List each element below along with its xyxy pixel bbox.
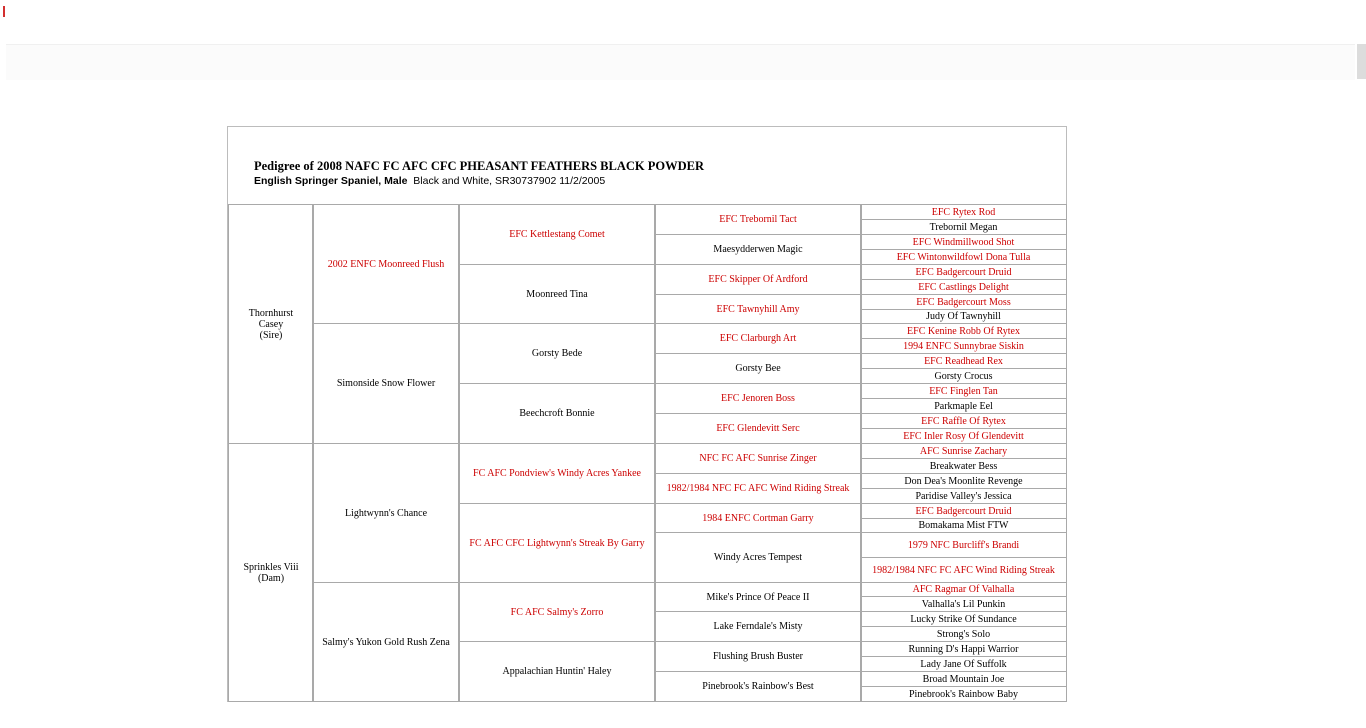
ancestor-gen4-8 [654, 413, 862, 444]
ancestor-gen5-10 [860, 338, 1067, 354]
ancestor-gen5-1 [860, 204, 1067, 220]
color-registration: Black and White, SR30737902 11/2/2005 [413, 175, 606, 187]
ancestor-name: FC AFC CFC Lightwynn's Streak By Garry [469, 537, 645, 549]
ancestor-gen5-14 [860, 398, 1067, 414]
ancestor-gen4-13 [654, 582, 862, 612]
ancestor-name: Broad Mountain Joe [922, 673, 1005, 685]
ancestor-gen5-30 [860, 656, 1067, 672]
ancestor-gen3-7 [458, 582, 656, 642]
pedigree-header [228, 127, 1066, 204]
ancestor-name: EFC Rytex Rod [931, 206, 996, 218]
ancestor-gen5-7 [860, 294, 1067, 310]
ancestor-name: Salmy's Yukon Gold Rush Zena [322, 636, 450, 648]
ancestor-gen4-4 [654, 294, 862, 324]
ancestor-gen5-5 [860, 264, 1067, 280]
ancestor-name: Gorsty Bee [735, 363, 781, 374]
ancestor-name: Valhalla's Lil Punkin [921, 598, 1006, 610]
ancestor-name: EFC Readhead Rex [924, 355, 1003, 367]
ancestor-gen4-15 [654, 641, 862, 672]
tab-indicator-icon [3, 6, 5, 17]
ancestor-name: EFC Skipper Of Ardford [708, 274, 808, 285]
ancestor-gen5-16 [860, 428, 1067, 444]
parent-entry [241, 308, 301, 341]
ancestor-name: AFC Sunrise Zachary [919, 445, 1008, 457]
ancestor-name: Gorsty Crocus [934, 370, 993, 382]
ancestor-name: EFC Clarburgh Art [719, 333, 797, 344]
ancestor-gen5-4 [860, 249, 1067, 265]
ancestor-name: Sprinkles Viii [243, 561, 299, 573]
ancestor-name: Lady Jane Of Suffolk [920, 658, 1007, 670]
ancestor-gen3-3 [458, 323, 656, 384]
ancestor-gen1-1 [228, 204, 314, 444]
ancestor-gen5-12 [860, 368, 1067, 384]
ancestor-gen5-19 [860, 473, 1067, 489]
ancestor-gen5-17 [860, 443, 1067, 459]
ancestor-name: AFC Ragmar Of Valhalla [912, 584, 1015, 595]
ancestor-name: Windy Acres Tempest [713, 552, 803, 563]
ancestor-name: EFC Windmillwood Shot [912, 236, 1015, 248]
ancestor-name: Maesydderwen Magic [713, 244, 803, 255]
ancestor-gen5-31 [860, 671, 1067, 687]
ancestor-gen3-5 [458, 443, 656, 504]
ancestor-name: EFC Tawnyhill Amy [716, 303, 800, 315]
ancestor-gen5-21 [860, 503, 1067, 519]
ancestor-name: Simonside Snow Flower [336, 378, 436, 389]
ancestor-gen5-26 [860, 596, 1067, 612]
ancestor-gen5-25 [860, 582, 1067, 597]
ancestor-gen4-9 [654, 443, 862, 474]
ancestor-name: NFC FC AFC Sunrise Zinger [699, 453, 817, 464]
ancestor-name: Judy Of Tawnyhill [926, 311, 1001, 322]
dog-details [254, 175, 605, 187]
ancestor-gen1-2 [228, 443, 314, 702]
page-title: Pedigree of 2008 NAFC FC AFC CFC PHEASANT FEATHERS BLACK POWDER [254, 159, 704, 173]
ancestor-name: EFC Badgercourt Druid [915, 266, 1012, 278]
ancestor-gen4-14 [654, 611, 862, 642]
breed-sex: English Springer Spaniel, Male [254, 175, 408, 187]
ancestor-gen5-18 [860, 458, 1067, 474]
ancestor-name: FC AFC Pondview's Windy Acres Yankee [473, 468, 641, 479]
pedigree-table [228, 204, 1066, 701]
browser-top-area [0, 0, 1366, 44]
ancestor-gen3-4 [458, 383, 656, 444]
ancestor-name: Strong's Solo [936, 628, 991, 640]
ancestor-name: Breakwater Bess [929, 460, 998, 472]
ancestor-gen4-16 [654, 671, 862, 702]
ancestor-gen2-3 [312, 443, 460, 583]
ancestor-name: Pinebrook's Rainbow Baby [908, 688, 1019, 700]
ancestor-gen5-11 [860, 353, 1067, 369]
ancestor-name: EFC Glendevitt Serc [716, 423, 800, 434]
ancestor-gen3-6 [458, 503, 656, 583]
ancestor-name: Gorsty Bede [531, 348, 583, 359]
ancestor-name: Moonreed Tina [526, 288, 588, 300]
ancestor-gen5-8 [860, 309, 1067, 324]
ancestor-name: FC AFC Salmy's Zorro [510, 606, 604, 618]
ancestor-name: EFC Badgercourt Druid [915, 505, 1012, 517]
ancestor-gen4-3 [654, 264, 862, 295]
ancestor-gen2-2 [312, 323, 460, 444]
parent-entry [243, 562, 298, 584]
ancestor-gen4-7 [654, 383, 862, 414]
ancestor-name: Flushing Brush Buster [712, 651, 803, 662]
ancestor-gen5-27 [860, 611, 1067, 627]
ancestor-gen4-11 [654, 503, 862, 533]
ancestor-gen5-29 [860, 641, 1067, 657]
ancestor-gen5-24 [860, 557, 1067, 583]
ancestor-name: EFC Jenoren Boss [721, 393, 795, 404]
ancestor-name: Bomakama Mist FTW [918, 520, 1009, 531]
ancestor-gen4-1 [654, 204, 862, 235]
ancestor-name: Lucky Strike Of Sundance [910, 613, 1017, 625]
ancestor-name: Lake Ferndale's Misty [713, 621, 803, 632]
ancestor-name: EFC Kettlestang Comet [509, 229, 605, 240]
ancestor-name: Paridise Valley's Jessica [915, 490, 1012, 502]
ancestor-gen3-2 [458, 264, 656, 324]
ancestor-name: EFC Castlings Delight [918, 281, 1009, 293]
ancestor-name: Pinebrook's Rainbow's Best [702, 681, 814, 692]
ancestor-gen5-20 [860, 488, 1067, 504]
ancestor-name: 1982/1984 NFC FC AFC Wind Riding Streak [666, 483, 850, 494]
pedigree-page [227, 126, 1067, 702]
ancestor-name: EFC Inler Rosy Of Glendevitt [903, 430, 1024, 442]
ancestor-gen2-4 [312, 582, 460, 702]
ancestor-name: 1979 NFC Burcliff's Brandi [907, 539, 1020, 551]
ancestor-gen5-6 [860, 279, 1067, 295]
ancestor-name: 2002 ENFC Moonreed Flush [327, 258, 445, 270]
ancestor-name: Thornhurst Casey [248, 307, 294, 330]
ancestor-gen5-13 [860, 383, 1067, 399]
ancestor-gen4-5 [654, 323, 862, 354]
ancestor-name: Lightwynn's Chance [344, 507, 428, 519]
ancestor-name: Mike's Prince Of Peace II [706, 591, 810, 603]
ancestor-name: 1984 ENFC Cortman Garry [702, 512, 814, 524]
ancestor-name: Beechcroft Bonnie [519, 408, 595, 419]
ancestor-name: Don Dea's Moonlite Revenge [904, 475, 1023, 487]
ancestor-name: EFC Wintonwildfowl Dona Tulla [896, 251, 1031, 263]
ancestor-gen4-6 [654, 353, 862, 384]
ancestor-gen5-3 [860, 234, 1067, 250]
scrollbar[interactable] [1357, 44, 1366, 79]
ancestor-name: EFC Badgercourt Moss [916, 296, 1011, 308]
ancestor-gen3-8 [458, 641, 656, 702]
ancestor-gen5-9 [860, 323, 1067, 339]
ancestor-name: Running D's Happi Warrior [908, 643, 1019, 655]
parent-role: (Dam) [257, 572, 285, 584]
ancestor-name: 1994 ENFC Sunnybrae Siskin [903, 340, 1024, 352]
ancestor-gen5-32 [860, 686, 1067, 702]
ancestor-gen5-28 [860, 626, 1067, 642]
parent-role: (Sire) [259, 329, 283, 341]
ancestor-gen5-2 [860, 219, 1067, 235]
ancestor-name: EFC Finglen Tan [929, 385, 998, 397]
toolbar-band [6, 44, 1355, 80]
ancestor-gen3-1 [458, 204, 656, 265]
ancestor-gen5-23 [860, 532, 1067, 558]
ancestor-name: Appalachian Huntin' Haley [502, 666, 612, 677]
ancestor-name: 1982/1984 NFC FC AFC Wind Riding Streak [872, 564, 1055, 576]
ancestor-name: EFC Trebornil Tact [719, 214, 797, 225]
ancestor-name: Trebornil Megan [929, 221, 998, 233]
ancestor-gen5-15 [860, 413, 1067, 429]
ancestor-gen4-12 [654, 532, 862, 583]
ancestor-gen4-2 [654, 234, 862, 265]
ancestor-name: EFC Raffle Of Rytex [921, 415, 1006, 427]
ancestor-name: Parkmaple Eel [934, 400, 993, 412]
ancestor-name: EFC Kenine Robb Of Rytex [907, 325, 1020, 337]
ancestor-gen4-10 [654, 473, 862, 504]
ancestor-gen5-22 [860, 518, 1067, 533]
ancestor-gen2-1 [312, 204, 460, 324]
